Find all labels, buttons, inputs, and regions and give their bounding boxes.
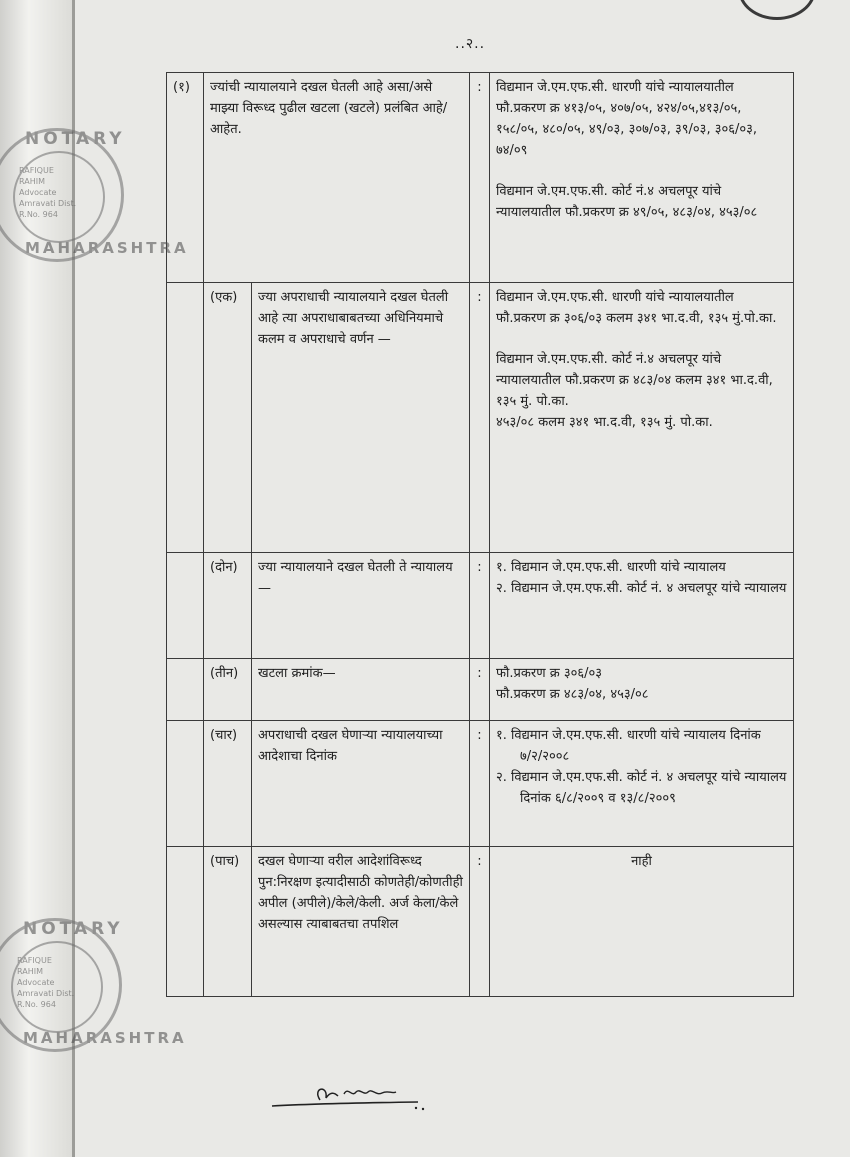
table-row xyxy=(167,721,794,847)
stamp-title: NOTARY xyxy=(25,129,126,149)
value-list-item: १. विद्यमान जे.एम.एफ.सी. धारणी यांचे न्यायालय xyxy=(496,560,726,575)
value-paragraph: विद्यमान जे.एम.एफ.सी. कोर्ट नं.४ अचलपूर यांचे न्यायालयातील फौ.प्रकरण क्र ४९/०५, ४८३/०४, ४५३/०८ xyxy=(496,184,758,220)
row-subnumber: (एक) xyxy=(204,283,252,553)
affidavit-table xyxy=(166,72,794,997)
row-value xyxy=(490,553,794,659)
row-value xyxy=(490,283,794,553)
value-paragraph: विद्यमान जे.एम.एफ.सी. धारणी यांचे न्यायालयातील फौ.प्रकरण क्र ४१३/०५, ४०७/०५, ४२४/०५,४१३/०५, १५८/०५, ४८०/०५, ४९/०३, ३०७/०३, ३९/०३, ३०६/०३, ७४/०९ xyxy=(496,80,758,158)
value-paragraph: विद्यमान जे.एम.एफ.सी. कोर्ट नं.४ अचलपूर यांचे न्यायालयातील फौ.प्रकरण क्र ४८३/०४ कलम ३४१ भा.द.वी, १३५ मुं. पो.का. ४५३/०८ कलम ३४१ भा.द.वी, १३५ मुं. पो.का. xyxy=(496,352,773,430)
row-separator: : xyxy=(470,553,490,659)
row-label: खटला क्रमांक— xyxy=(252,659,470,721)
row-number xyxy=(167,721,204,847)
stamp-details: RAFIQUE RAHIM Advocate Amravati Dist. R.No. 964 xyxy=(17,956,75,1009)
row-subnumber: (पाच) xyxy=(204,847,252,997)
row-number: (१) xyxy=(167,73,204,283)
row-subnumber: (दोन) xyxy=(204,553,252,659)
row-separator: : xyxy=(470,659,490,721)
row-value: नाही xyxy=(490,847,794,997)
row-number xyxy=(167,553,204,659)
table-row xyxy=(167,553,794,659)
stamp-state: MAHARASHTRA xyxy=(23,1029,187,1047)
row-subnumber: (तीन) xyxy=(204,659,252,721)
notary-stamp xyxy=(0,128,189,262)
row-label: ज्यांची न्यायालयाने दखल घेतली आहे असा/असे माझ्या विरूध्द पुढील खटला (खटले) प्रलंबित आहे/आहेत. xyxy=(204,73,470,283)
page-number: ..२.. xyxy=(455,36,486,52)
value-list-item: २. विद्यमान जे.एम.एफ.सी. कोर्ट नं. ४ अचलपूर यांचे न्यायालय दिनांक ६/८/२००९ व १३/८/२००९ xyxy=(496,770,787,806)
row-number xyxy=(167,659,204,721)
table-row xyxy=(167,847,794,997)
value-list-item: १. विद्यमान जे.एम.एफ.सी. धारणी यांचे न्यायालय दिनांक ७/२/२००८ xyxy=(496,728,761,764)
row-separator: : xyxy=(470,73,490,283)
row-label: ज्या न्यायालयाने दखल घेतली ते न्यायालय — xyxy=(252,553,470,659)
row-separator: : xyxy=(470,847,490,997)
stamp-state: MAHARASHTRA xyxy=(25,239,189,257)
table-row xyxy=(167,283,794,553)
row-label: अपराधाची दखल घेणाऱ्या न्यायालयाच्या आदेशाचा दिनांक xyxy=(252,721,470,847)
table-row xyxy=(167,659,794,721)
value-paragraph: विद्यमान जे.एम.एफ.सी. धारणी यांचे न्यायालयातील फौ.प्रकरण क्र ३०६/०३ कलम ३४१ भा.द.वी, १३५ मुं.पो.का. xyxy=(496,290,777,326)
value-paragraph: फौ.प्रकरण क्र ३०६/०३ फौ.प्रकरण क्र ४८३/०४, ४५३/०८ xyxy=(496,666,649,702)
stamp-details: RAFIQUE RAHIM Advocate Amravati Dist. R.No. 964 xyxy=(19,166,77,219)
row-subnumber: (चार) xyxy=(204,721,252,847)
row-value xyxy=(490,659,794,721)
row-number xyxy=(167,283,204,553)
table-row xyxy=(167,73,794,283)
row-value xyxy=(490,721,794,847)
stamp-title: NOTARY xyxy=(23,919,124,939)
row-label: दखल घेणाऱ्या वरील आदेशांविरूध्द पुन:निरक्षण इत्यादीसाठी कोणतेही/कोणतीही अपील (अपीले)/केले/केली. अर्ज केला/केले असल्यास त्याबाबतचा तपशिल xyxy=(252,847,470,997)
corner-mark xyxy=(738,0,816,20)
row-separator: : xyxy=(470,721,490,847)
row-value xyxy=(490,73,794,283)
notary-stamp xyxy=(0,918,187,1052)
signature xyxy=(268,1078,438,1114)
row-separator: : xyxy=(470,283,490,553)
row-number xyxy=(167,847,204,997)
value-list-item: २. विद्यमान जे.एम.एफ.सी. कोर्ट नं. ४ अचलपूर यांचे न्यायालय xyxy=(496,581,787,596)
row-label: ज्या अपराधाची न्यायालयाने दखल घेतली आहे त्या अपराधाबाबतच्या अधिनियमाचे कलम व अपराधाचे वर्णन — xyxy=(252,283,470,553)
